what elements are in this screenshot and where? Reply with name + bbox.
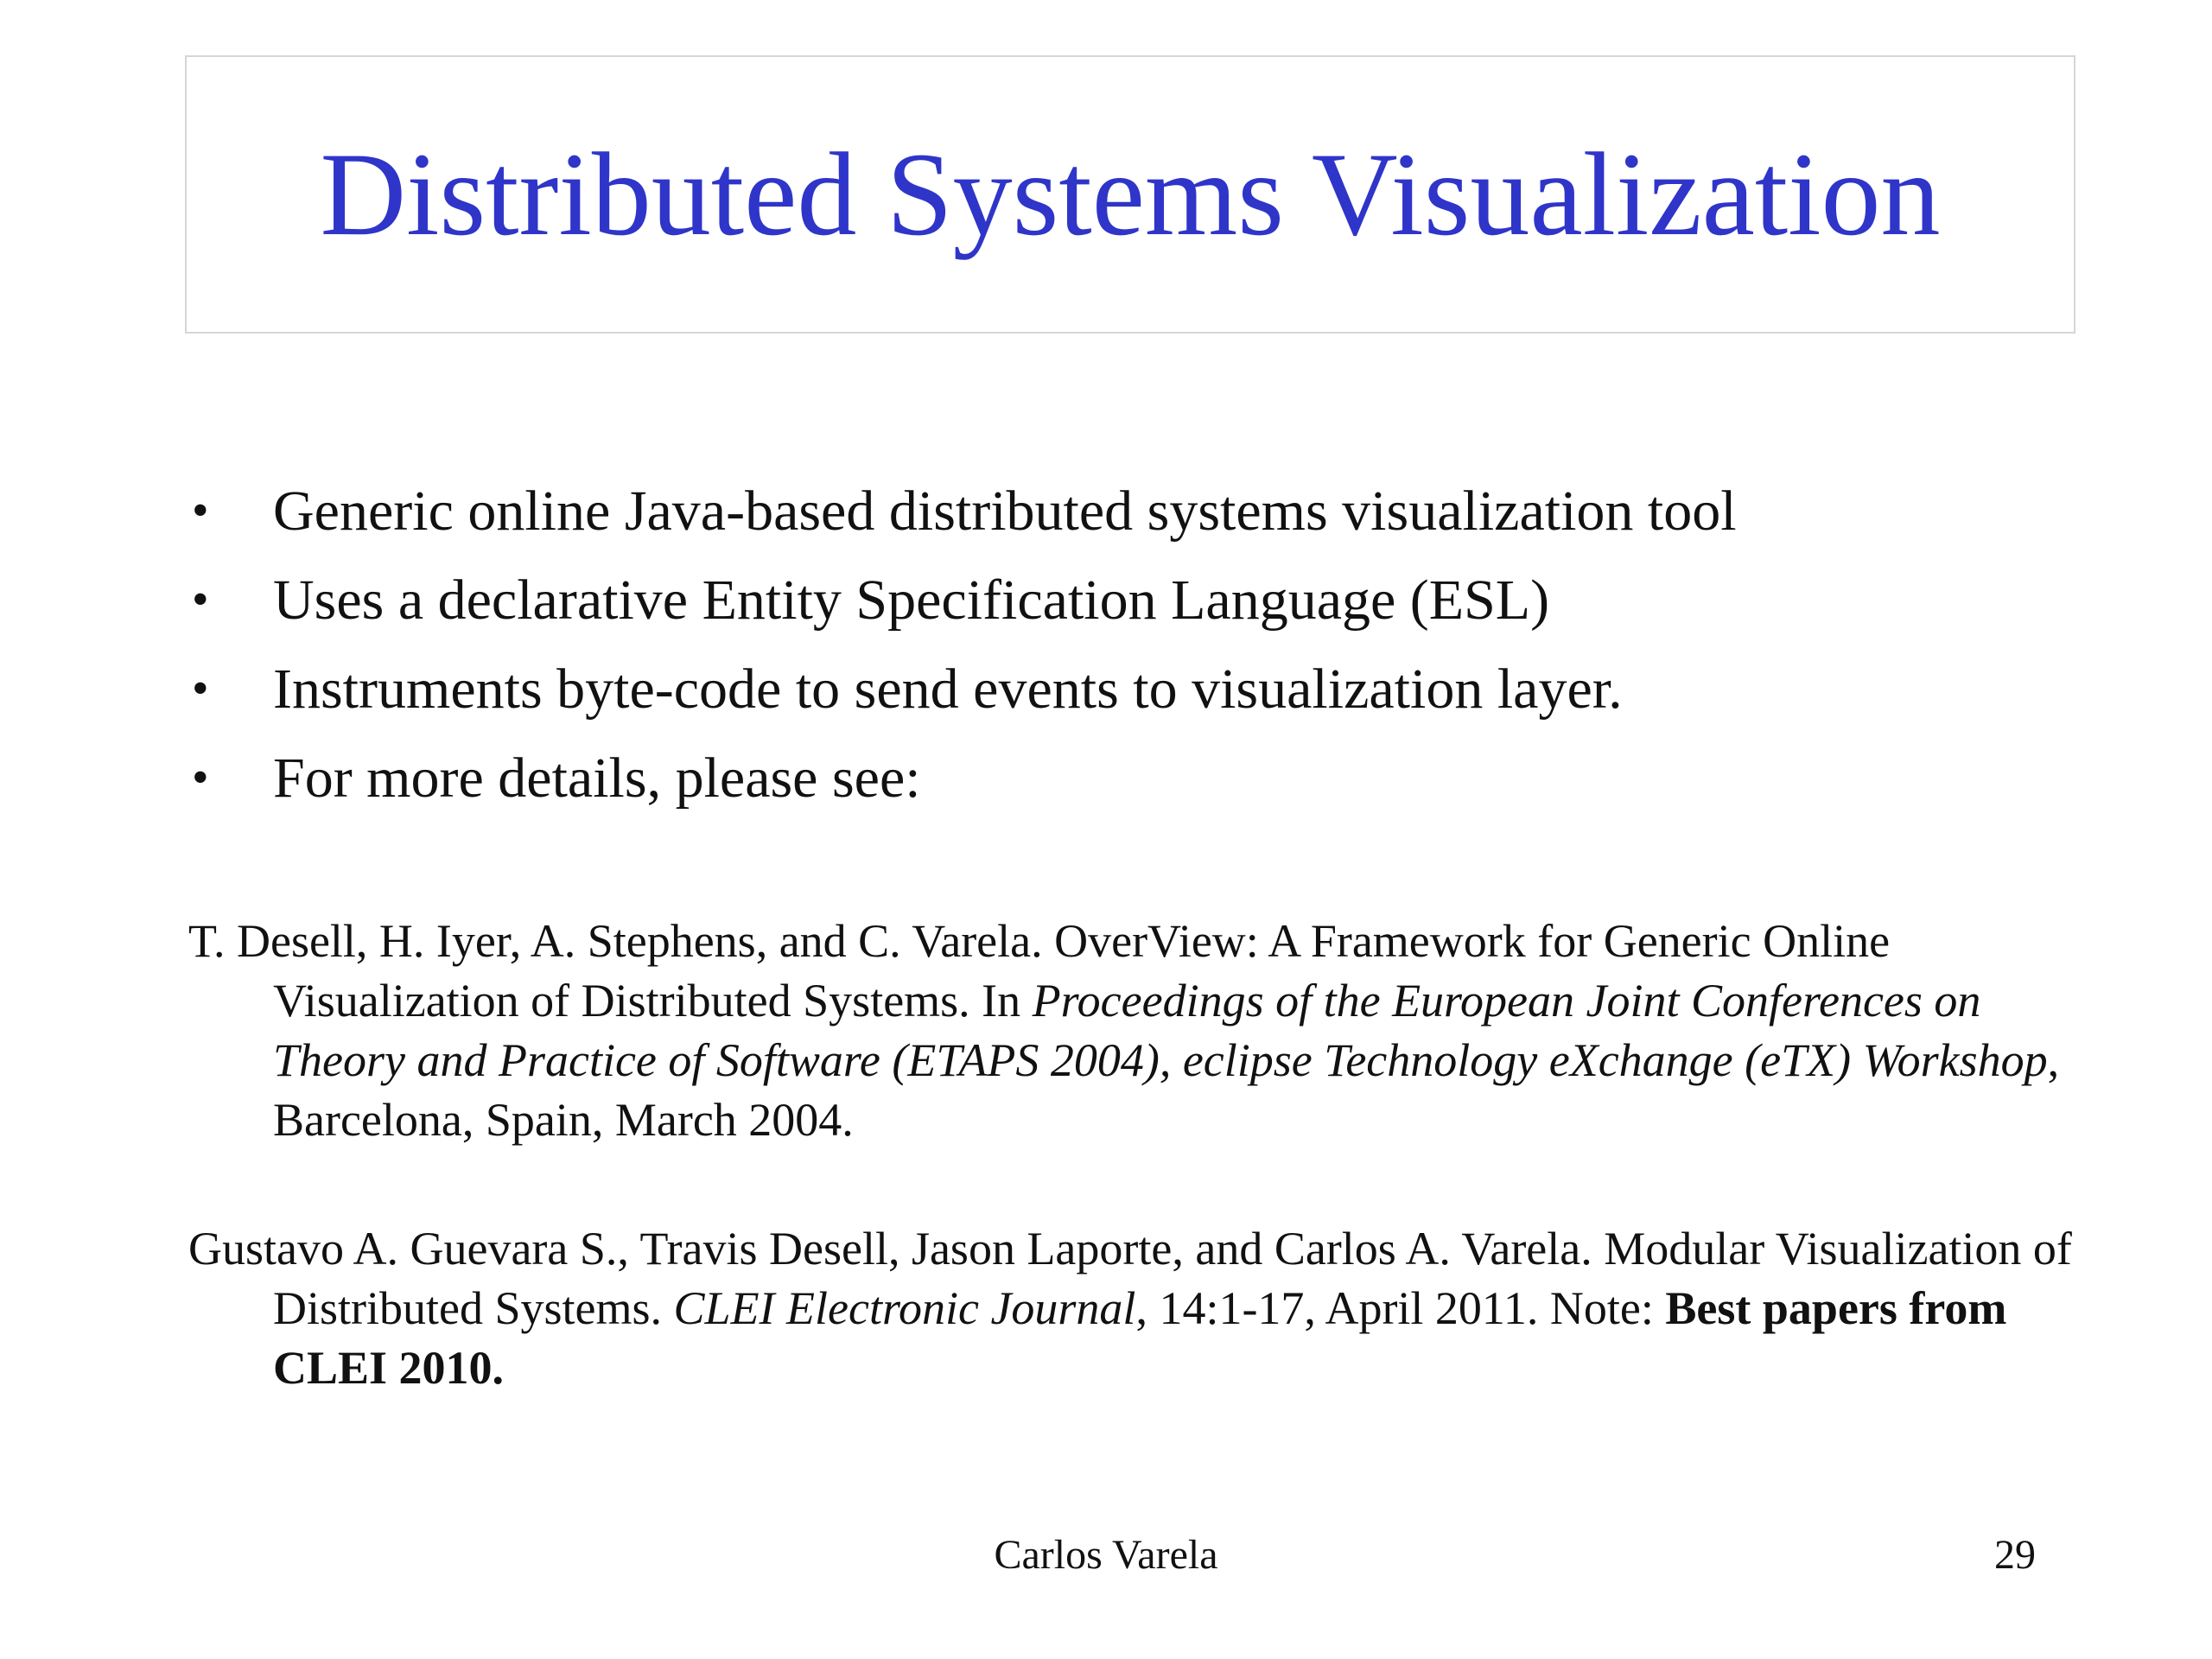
reference-tail: , 14:1-17, April 2011. Note: xyxy=(1135,1282,1666,1334)
reference-overview xyxy=(188,912,2089,1150)
bullet-item xyxy=(185,556,2086,645)
bullet-icon: • xyxy=(192,484,209,537)
bullet-icon: • xyxy=(192,573,209,626)
page-number: 29 xyxy=(1994,1532,2036,1578)
bullet-icon: • xyxy=(192,662,209,715)
bullet-item xyxy=(185,645,2086,734)
references xyxy=(188,912,2089,1467)
reference-venue: CLEI Electronic Journal xyxy=(673,1282,1136,1334)
bullet-text: Generic online Java-based distributed systems visualization tool xyxy=(273,480,1737,543)
title-box xyxy=(185,55,2075,334)
slide-title: Distributed Systems Visualization xyxy=(320,128,1941,260)
reference-text: T. Desell, H. Iyer, A. Stephens, and C. Varela. OverView: A Framework for Generic Online Visualization of Distributed Systems. In xyxy=(188,915,1891,1027)
reference-text: Gustavo A. Guevara S., Travis Desell, Jason Laporte, and Carlos A. Varela. Modular Visualization of Distributed Systems. xyxy=(188,1223,2072,1334)
bullet-list xyxy=(185,467,2086,823)
reference-modular-visualization xyxy=(188,1219,2089,1398)
footer-author: Carlos Varela xyxy=(994,1532,1218,1578)
bullet-text: Instruments byte-code to send events to visualization layer. xyxy=(273,658,1623,721)
bullet-icon: • xyxy=(192,751,209,804)
bullet-text: Uses a declarative Entity Specification Language (ESL) xyxy=(273,569,1550,632)
reference-note: Best papers from CLEI 2010. xyxy=(273,1282,2007,1394)
bullet-text: For more details, please see: xyxy=(273,747,921,810)
bullet-item xyxy=(185,467,2086,556)
reference-tail: , Barcelona, Spain, March 2004. xyxy=(273,1034,2060,1146)
reference-venue: Proceedings of the European Joint Conferences on Theory and Practice of Software (ETAPS 2004), eclipse Technology eXchange (eTX) Workshop xyxy=(273,975,2048,1086)
bullet-item xyxy=(185,734,2086,823)
